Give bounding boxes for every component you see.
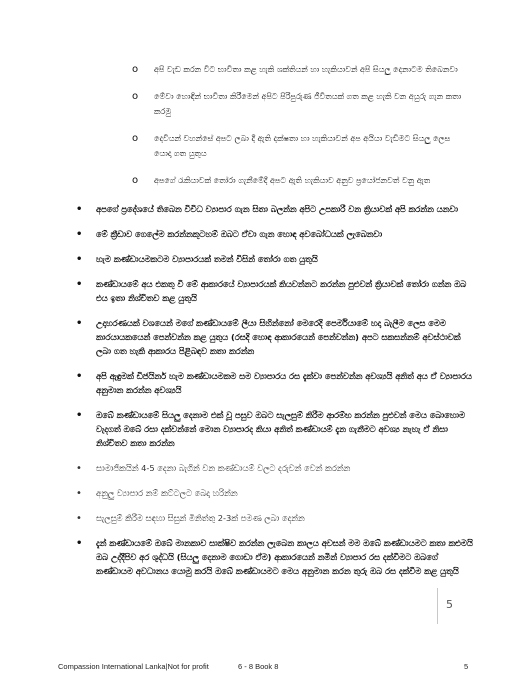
bullet-text: හැම කණ්ඩායමකටම ව්‍යාපාරයක් තමන් විසින් තෝරා ගත යුතුයි xyxy=(96,254,318,264)
bullet-text: සාමාජිකයින් 4-5 දෙනා බැගින් වන කණ්ඩායම් වලට දරුවන් වෙන් කරන්න xyxy=(96,463,351,473)
bullet-item xyxy=(76,277,476,305)
bullet-text: ඔබේ කණ්ඩායමේ සියලු දෙනාම එක් වූ පසුව ඔබට සැලසුම් කිරීම ආරම්භ කරන්න පුළුවන් මෙය බොහොම වැදගත් ඔබේ රසා දක්වන්නේ මොන ව්‍යාපාරද කියා අනිත් කණ්ඩායම් දැන ගැනීමට අවශ්‍ය නැහැ ඒ නිසා නිශ්චිතව කතා කරන්න xyxy=(96,410,465,448)
bullet-dot-icon: • xyxy=(76,318,83,329)
bullet-item xyxy=(76,369,476,397)
bullet-text: කණ්ඩායමේ අය එකතු වී මේ ආකාරයේ ව්‍යාපාරයක් කියවන්නට කරන්න පුළුවන් ක්‍රියාවක් තෝරා ගන්න ඔබ එය ඉතා නිශ්චිතව කළ යුතුයි xyxy=(96,279,467,303)
footer-organization: Compassion International Lanka|Not for profit xyxy=(58,662,209,671)
bullet-item xyxy=(76,227,476,241)
bullet-text: මේ ක්‍රීඩාව ගෙලේම කරන්නකුටහම් ඔබට ඒවා ගැන හොඳ අවබෝධයක් ලැබෙනවා xyxy=(96,229,383,239)
bullet-item xyxy=(76,486,476,500)
bullet-dot-icon: • xyxy=(76,229,83,240)
circle-bullet-icon: o xyxy=(132,175,139,186)
sub-bullet-item xyxy=(132,89,462,119)
page-number-divider xyxy=(437,588,438,624)
bullet-dot-icon: • xyxy=(76,538,83,549)
bullet-item xyxy=(76,202,476,216)
bullet-dot-icon: • xyxy=(76,279,83,290)
sub-bullet-list xyxy=(132,62,462,200)
bullet-item xyxy=(76,461,476,475)
sub-bullet-item xyxy=(132,62,462,77)
footer-book-label: 6 - 8 Book 8 xyxy=(238,662,279,671)
bullet-item xyxy=(76,511,476,525)
bullet-dot-icon: • xyxy=(76,513,82,524)
sub-bullet-text: දෙවියන් වහන්සේ අපට ලබා දී ඇති දක්ෂතා හා හැකියාවන් අප අයියා වැඩීමට සියලු ලෙස යොදා ගත යුතුය xyxy=(154,134,451,158)
instruction-bullet-list xyxy=(76,202,476,589)
sub-bullet-text: අපගේ රැකියාවක් තෝරා ගැනීමේදී අපට ඇති හැකියාව අනුව ප්‍රයෝජනවත් වනු ඇත xyxy=(154,176,431,185)
page-number: 5 xyxy=(446,598,453,611)
bullet-dot-icon: • xyxy=(76,254,83,265)
bullet-item xyxy=(76,316,476,358)
bullet-text: අනුලු ව්‍යාපාර නම් කට්ටලට බෙදා හරින්න xyxy=(96,488,238,498)
circle-bullet-icon: o xyxy=(132,133,139,144)
sub-bullet-text: මේවා හොඳින් භාවිතා කිරීමෙන් අපිට පිරිපුරුණ ජීවිතයක් ගත කළ හැකි වන අයුරු ගැන කතා කරමු xyxy=(154,92,462,116)
bullet-text: සැලසුම් කිරීම සඳහා සිසුන් මිනිත්තු 2-3ක් පමණ ලබා දෙන්න xyxy=(96,513,305,523)
bullet-dot-icon: • xyxy=(76,463,82,474)
sub-bullet-item xyxy=(132,173,462,188)
bullet-dot-icon: • xyxy=(76,371,83,382)
circle-bullet-icon: o xyxy=(132,91,139,102)
bullet-text: දැන් කණ්ඩායමේ ඔබේ මානකාව සාක්ෂිව කරන්න ලැබෙන කාලය අවසන් මම ඔබේ කණ්ඩායමට කතා කළුමයි ඔබ උද්දීපිව අර ශුද්ධයි (සියලු දෙනාම ගොඩා ඒම) ආකාරයෙන් නමින් ව්‍යාපාර රස දක්වීමට ඔබගේ කණ්ඩායම අවධානය යොමු කරයි ඔබේ කණ්ඩායමට මෙය අනුමාන කරන තුරු ඔබ රස දක්වීම කළ යුතුයි xyxy=(96,538,473,576)
sub-bullet-text: අපි වැඩ කරන විට භාවිතා කළ හැකි ශක්තියන් හා හැකියාවන් අපි සියලු දෙනාටම තිබෙනවා xyxy=(154,65,458,74)
bullet-dot-icon: • xyxy=(76,204,83,215)
bullet-text: උදාහරණයක් වශයෙන් මගේ කණ්ඩායමේ ලීයා සිහින්නෝ මෙරෙදි පෙර්මියාමේ හදා බැලීම ලෙස මෙම කාරයායකයෙන් පෙන්වන්න කළ යුතුය (රසදි හොඳ ආකාරයෙන් පෙන්වන්න) අපට සකසන්නම් අවස්ථාවක් ලබා ගත හැකි ආකාරය පිළිබඳව කතා කරන්න xyxy=(96,318,461,356)
bullet-text: අපගේ ප්‍රදේශයේ තිබෙන විවිධ ව්‍යාපාර ගැන සිතා බලන්න අපිට උපකාරී වන ක්‍රියාවක් අපි කරන්න යනවා xyxy=(96,204,459,214)
sub-bullet-item xyxy=(132,131,462,161)
bullet-text: අපි ඇඳුමක් ඩිජයිනර් හැම කණ්ඩායමකම සම ව්‍යාපාරය රස දැක්වා පෙන්වන්න අවශ්‍යයි අනිත් අය ඒ ව්‍යාපාරය අනුමාන කරන්න අවශ්‍යයි xyxy=(96,371,472,395)
footer-page-number: 5 xyxy=(464,662,469,671)
bullet-dot-icon: • xyxy=(76,488,82,499)
bullet-item xyxy=(76,536,476,578)
bullet-dot-icon: • xyxy=(76,410,83,421)
bullet-item xyxy=(76,252,476,266)
bullet-item xyxy=(76,408,476,450)
circle-bullet-icon: o xyxy=(132,64,139,75)
